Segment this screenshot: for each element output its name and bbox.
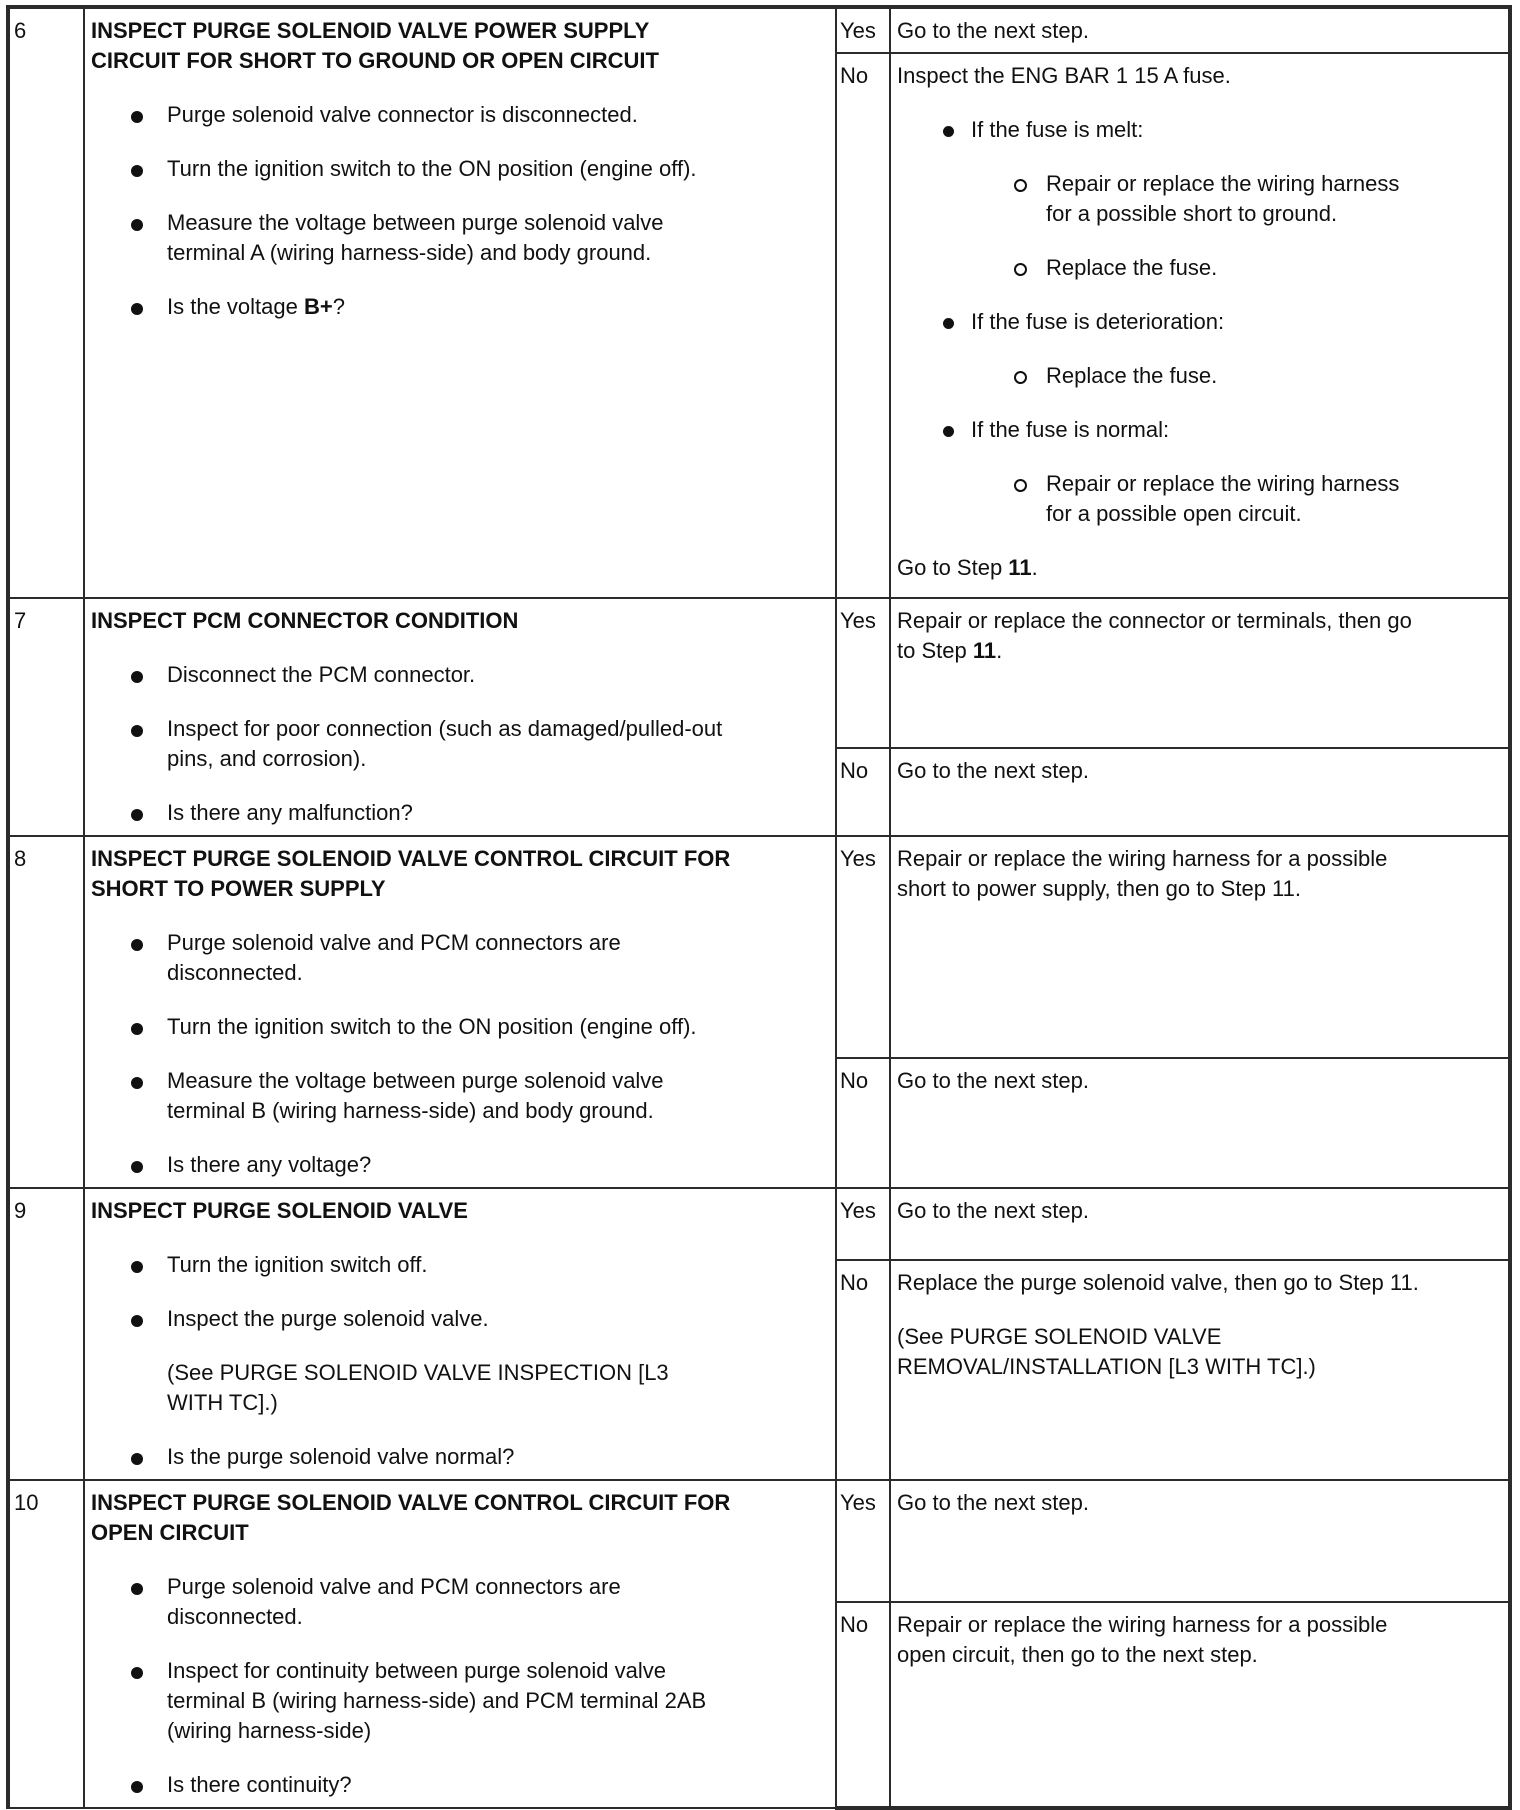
- no-label: No: [836, 748, 890, 836]
- fuse-action-list: [971, 361, 1500, 391]
- action-question: Is the voltage B+?: [167, 292, 827, 322]
- step-title: INSPECT PURGE SOLENOID VALVE CONTROL CIRCUIT FOR OPEN CIRCUIT: [91, 1490, 731, 1545]
- step-number: 8: [8, 836, 84, 1188]
- action-bullet: Disconnect the PCM connector.: [167, 660, 827, 690]
- reference-note: (See PURGE SOLENOID VALVE REMOVAL/INSTALLATION [L3 WITH TC].): [897, 1324, 1316, 1379]
- fuse-case: If the fuse is normal: Repair or replace the wiring harness for a possible open circuit.: [971, 415, 1500, 529]
- action-bullet-list: [91, 1250, 827, 1472]
- step-number: 10: [8, 1480, 84, 1808]
- yes-label: Yes: [836, 1480, 890, 1602]
- yes-label: Yes: [836, 1188, 890, 1260]
- action-bullet: Turn the ignition switch off.: [167, 1250, 827, 1280]
- action-bullet: Measure the voltage between purge solenoid valve terminal B (wiring harness-side) and body ground.: [167, 1066, 827, 1126]
- action-question: Is there any malfunction?: [167, 798, 827, 828]
- action-bullet: Measure the voltage between purge solenoid valve terminal A (wiring harness-side) and body ground.: [167, 208, 827, 268]
- action-bullet: Purge solenoid valve and PCM connectors are disconnected.: [167, 1572, 827, 1632]
- step-title: INSPECT PURGE SOLENOID VALVE POWER SUPPLY CIRCUIT FOR SHORT TO GROUND OR OPEN CIRCUIT: [91, 18, 659, 73]
- action-bullet: Inspect the purge solenoid valve.: [167, 1304, 827, 1334]
- action-bullet-list: [91, 928, 827, 1180]
- no-result: Go to the next step.: [890, 748, 1510, 836]
- action-bullet: Turn the ignition switch to the ON position (engine off).: [167, 1012, 827, 1042]
- step-title: INSPECT PURGE SOLENOID VALVE CONTROL CIRCUIT FOR SHORT TO POWER SUPPLY: [91, 846, 731, 901]
- step-9-yes-row: [8, 1188, 1510, 1260]
- action-question: Is the purge solenoid valve normal?: [167, 1442, 827, 1472]
- step-number: 6: [8, 7, 84, 598]
- step-action-cell: [84, 7, 836, 598]
- yes-result: Repair or replace the wiring harness for a possible short to power supply, then go to Step 11.: [890, 836, 1510, 1058]
- fuse-case: If the fuse is deterioration: Replace the fuse.: [971, 307, 1500, 391]
- yes-result: Repair or replace the connector or terminals, then go to Step 11.: [890, 598, 1510, 748]
- no-result: Go to the next step.: [890, 1058, 1510, 1188]
- fuse-action: Repair or replace the wiring harness for a possible open circuit.: [1046, 469, 1500, 529]
- step-7-yes-row: [8, 598, 1510, 748]
- yes-result: Go to the next step.: [890, 1480, 1510, 1602]
- action-bullet: Inspect for poor connection (such as damaged/pulled-out pins, and corrosion).: [167, 714, 827, 774]
- no-result: Inspect the ENG BAR 1 15 A fuse. If the fuse is melt: Repair or replace the wiring harness for a possible short to ground. Replace the fuse. If the fuse is deterioration: Replace the fuse. If the fuse is normal: Repair or replace the wiring harness for a possible open circuit. Go to Step 11.: [890, 53, 1510, 598]
- step-title: INSPECT PURGE SOLENOID VALVE: [91, 1198, 468, 1223]
- yes-label: Yes: [836, 598, 890, 748]
- diagnostic-procedure-table: [6, 5, 1512, 1810]
- no-label: No: [836, 1602, 890, 1808]
- step-title: INSPECT PCM CONNECTOR CONDITION: [91, 608, 519, 633]
- step-10-yes-row: [8, 1480, 1510, 1602]
- no-result: Replace the purge solenoid valve, then go to Step 11. (See PURGE SOLENOID VALVE REMOVAL/INSTALLATION [L3 WITH TC].): [890, 1260, 1510, 1480]
- step-6-yes-row: [8, 7, 1510, 53]
- fuse-action: Replace the fuse.: [1046, 253, 1500, 283]
- no-label: No: [836, 1260, 890, 1480]
- yes-result: Go to the next step.: [890, 7, 1510, 53]
- action-bullet-list: [91, 1572, 827, 1800]
- action-question: Is there any voltage?: [167, 1150, 827, 1180]
- no-label: No: [836, 1058, 890, 1188]
- action-bullet-list: [91, 660, 827, 828]
- step-number: 7: [8, 598, 84, 836]
- action-bullet: Turn the ignition switch to the ON position (engine off).: [167, 154, 827, 184]
- fuse-action: Repair or replace the wiring harness for a possible short to ground.: [1046, 169, 1500, 229]
- action-bullet-list: [91, 100, 827, 322]
- step-action-cell: [84, 1480, 836, 1808]
- step-8-yes-row: [8, 836, 1510, 1058]
- goto-step: Go to Step 11.: [897, 555, 1038, 580]
- action-bullet: Inspect for continuity between purge solenoid valve terminal B (wiring harness-side) and PCM terminal 2AB (wiring harness-side): [167, 1656, 827, 1746]
- no-label: No: [836, 53, 890, 598]
- yes-label: Yes: [836, 836, 890, 1058]
- fuse-action-list: [971, 169, 1500, 283]
- fuse-action: Replace the fuse.: [1046, 361, 1500, 391]
- no-result: Repair or replace the wiring harness for a possible open circuit, then go to the next step.: [890, 1602, 1510, 1808]
- action-bullet: Purge solenoid valve and PCM connectors are disconnected.: [167, 928, 827, 988]
- step-action-cell: [84, 1188, 836, 1480]
- reference-note: (See PURGE SOLENOID VALVE INSPECTION [L3 WITH TC].): [167, 1360, 669, 1415]
- fuse-case: If the fuse is melt: Repair or replace the wiring harness for a possible short to ground. Replace the fuse.: [971, 115, 1500, 283]
- step-number: 9: [8, 1188, 84, 1480]
- action-question: Is there continuity?: [167, 1770, 827, 1800]
- fuse-action-list: [971, 469, 1500, 529]
- yes-label: Yes: [836, 7, 890, 53]
- fuse-case-list: [897, 115, 1500, 529]
- yes-result: Go to the next step.: [890, 1188, 1510, 1260]
- step-action-cell: [84, 836, 836, 1188]
- step-action-cell: [84, 598, 836, 836]
- action-bullet: Purge solenoid valve connector is disconnected.: [167, 100, 827, 130]
